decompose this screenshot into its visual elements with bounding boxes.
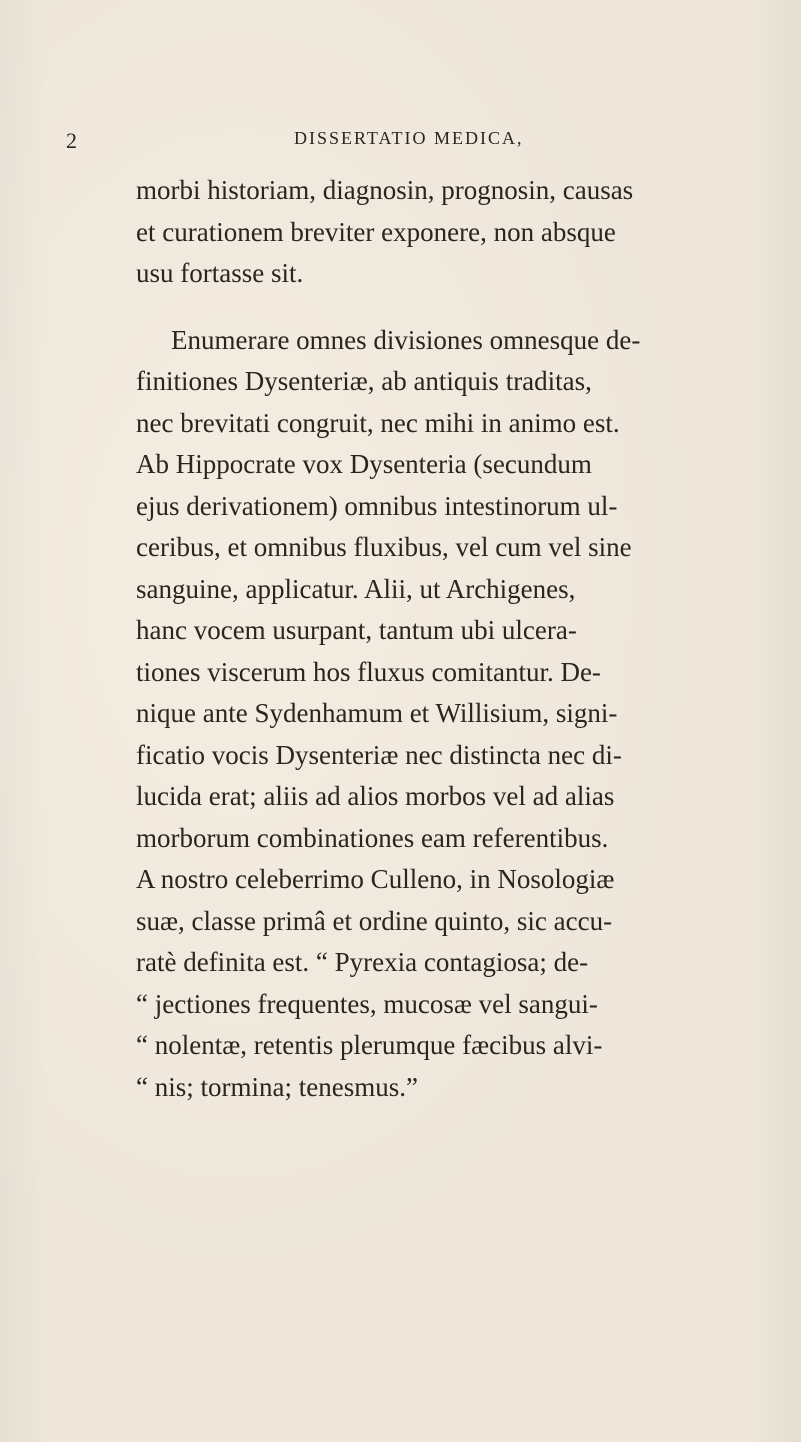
text-line: et curationem breviter exponere, non absque xyxy=(136,216,616,247)
running-head: DISSERTATIO MEDICA, xyxy=(294,128,524,148)
text-line: nique ante Sydenhamum et Willisium, signi- xyxy=(136,698,618,728)
paragraph-1 xyxy=(136,170,776,295)
text-line: ratè definita est. “ Pyrexia contagiosa; de- xyxy=(136,947,589,977)
text-line: Enumerare omnes divisiones omnesque de- xyxy=(171,324,641,355)
text-line: “ nolentæ, retentis plerumque fæcibus alvi- xyxy=(136,1030,603,1060)
text-line: tiones viscerum hos fluxus comitantur. De- xyxy=(136,656,601,687)
paragraph-2 xyxy=(136,320,776,1109)
text-line: usu fortasse sit. xyxy=(136,258,304,288)
text-line: A nostro celeberrimo Culleno, in Nosologiæ xyxy=(136,864,615,894)
text-line: “ jectiones frequentes, mucosæ vel sangui- xyxy=(136,988,598,1019)
text-line: morbi historiam, diagnosin, prognosin, causas xyxy=(136,175,634,205)
text-line: ficatio vocis Dysenteriæ nec distincta nec di- xyxy=(136,739,622,770)
text-line: lucida erat; aliis ad alios morbos vel ad alias xyxy=(136,781,615,811)
text-line: “ nis; tormina; tenesmus.” xyxy=(136,1071,418,1102)
paragraph-gap xyxy=(136,295,776,320)
text-line: morborum combinationes eam referentibus. xyxy=(136,822,609,853)
text-line: finitiones Dysenteriæ, ab antiquis traditas, xyxy=(136,366,592,396)
text-line: sanguine, applicatur. Alii, ut Archigenes, xyxy=(136,573,576,604)
text-line: hanc vocem usurpant, tantum ubi ulcera- xyxy=(136,615,577,645)
page-header xyxy=(0,128,801,158)
text-line: nec brevitati congruit, nec mihi in animo est. xyxy=(136,407,620,438)
body-text xyxy=(136,170,776,1108)
text-line: ejus derivationem) omnibus intestinorum ul- xyxy=(136,490,618,521)
text-line: suæ, classe primâ et ordine quinto, sic accu- xyxy=(136,905,613,936)
page-number: 2 xyxy=(66,128,77,153)
text-line: Ab Hippocrate vox Dysenteria (secundum xyxy=(136,449,592,479)
text-line: ceribus, et omnibus fluxibus, vel cum vel sine xyxy=(136,532,632,562)
